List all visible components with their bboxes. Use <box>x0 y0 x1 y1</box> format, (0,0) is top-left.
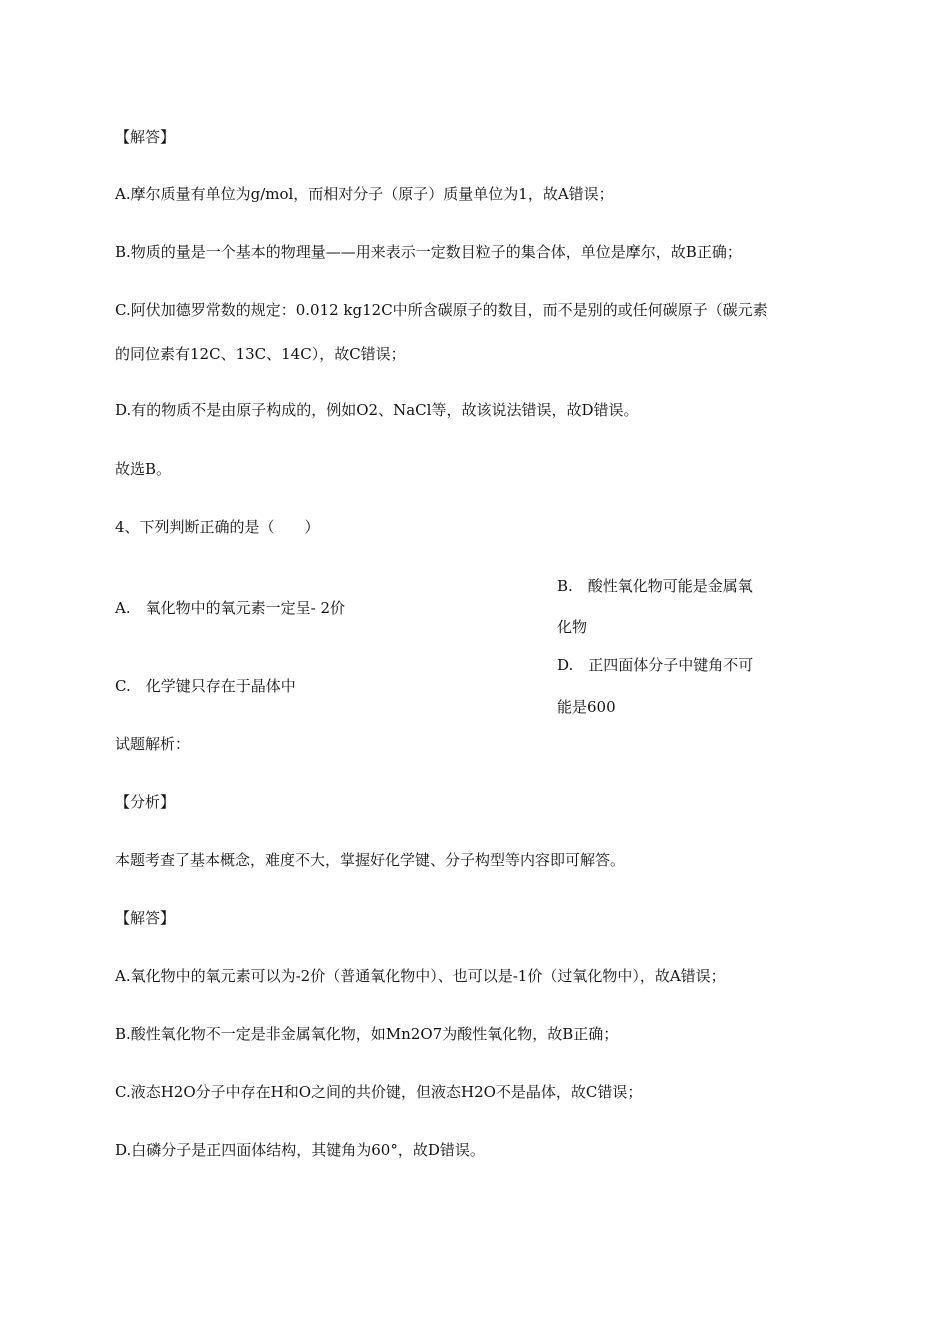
q4-answer-a: A.氧化物中的氧元素可以为-2价（普通氧化物中）、也可以是-1价（过氧化物中），故A错误； <box>115 967 726 985</box>
q4-answer-d: D.白磷分子是正四面体结构，其键角为60°，故D错误。 <box>115 1141 485 1159</box>
q4-analysis-label: 试题解析： <box>115 735 191 753</box>
q4-analysis-heading: 【分析】 <box>115 793 176 811</box>
q3-conclusion: 故选B。 <box>115 460 172 478</box>
q4-answer-c: C.液态H2O分子中存在H和O之间的共价键，但液态H2O不是晶体，故C错误； <box>115 1083 643 1101</box>
q3-answer-c-line1: C.阿伏加德罗常数的规定：0.012 kg12C中所含碳原子的数目，而不是别的或任何碳原子（碳元素 <box>115 301 768 319</box>
q3-answer-b: B.物质的量是一个基本的物理量——用来表示一定数目粒子的集合体，单位是摩尔，故B正确； <box>115 243 742 261</box>
q4-answer-heading: 【解答】 <box>115 909 176 927</box>
q3-answer-a: A.摩尔质量有单位为g/mol，而相对分子（原子）质量单位为1，故A错误； <box>115 185 614 203</box>
q4-option-b-line1: B. 酸性氧化物可能是金属氧 <box>557 577 753 595</box>
q4-option-b-line2: 化物 <box>557 618 588 636</box>
q4-analysis-text: 本题考查了基本概念，难度不大，掌握好化学键、分子构型等内容即可解答。 <box>115 851 626 869</box>
q4-stem: 4、下列判断正确的是（ ） <box>115 518 320 536</box>
q3-answer-heading: 【解答】 <box>115 128 176 146</box>
q3-answer-d: D.有的物质不是由原子构成的，例如O2、NaCl等，故该说法错误，故D错误。 <box>115 401 639 419</box>
q4-option-c: C. 化学键只存在于晶体中 <box>115 677 296 695</box>
q4-option-d-line2: 能是600 <box>557 698 616 716</box>
q4-option-a: A. 氧化物中的氧元素一定呈- 2价 <box>115 599 345 617</box>
q4-option-d-line1: D. 正四面体分子中键角不可 <box>557 656 754 674</box>
q3-answer-c-line2: 的同位素有12C、13C、14C），故C错误； <box>115 345 406 363</box>
q4-answer-b: B.酸性氧化物不一定是非金属氧化物，如Mn2O7为酸性氧化物，故B正确； <box>115 1025 619 1043</box>
